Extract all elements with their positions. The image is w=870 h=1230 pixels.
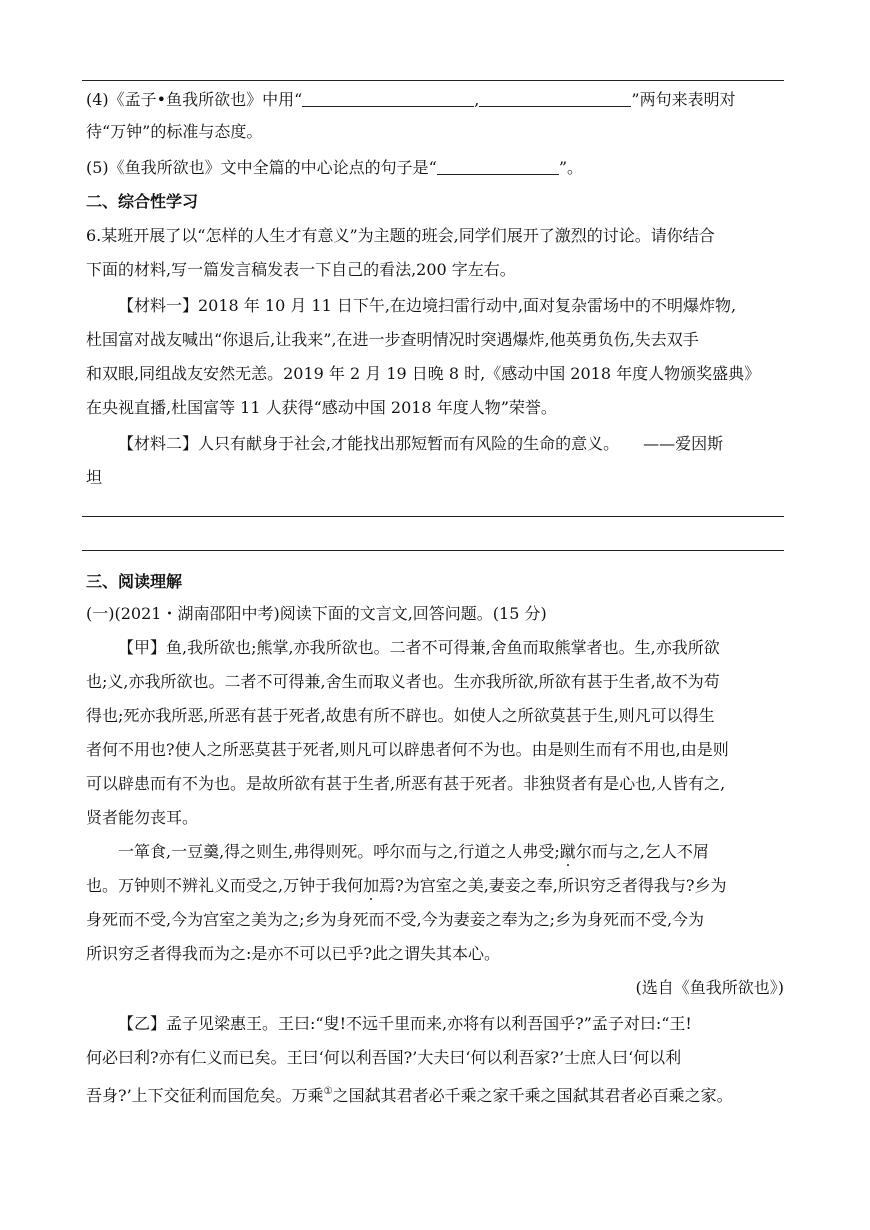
- answer-line-1[interactable]: [82, 516, 784, 517]
- q4-separator: ,: [474, 90, 480, 109]
- yi-l3-text-a: 吾身?’上下交征利而国危矣。万乘: [86, 1086, 324, 1105]
- jia-para2-line-2: [86, 876, 786, 896]
- q4-answer-blank-2[interactable]: [479, 92, 631, 107]
- jia2-l2-text-b: 焉?为宫室之美,妻妾之奉,所识穷乏者得我与?乡为: [379, 876, 727, 895]
- part-1-instruction: (一)(2021・湖南邵阳中考)阅读下面的文言文,回答问题。(15 分): [86, 604, 547, 623]
- material-1-line-3: 和双眼,同组战友安然无恙。2019 年 2 月 19 日晚 8 时,《感动中国 2018 年度人物颁奖盛典》: [86, 364, 761, 383]
- material-1-line-2: 杜国富对战友喊出“你退后,让我来”,在进一步查明情况时突遇爆炸,他英勇负伤,失去双手: [86, 330, 699, 349]
- section-3-heading: 三、阅读理解: [86, 572, 183, 591]
- jia-line-2: 也;义,亦我所欲也。二者不可得兼,舍生而取义者也。生亦我所欲,所欲有甚于生者,故不为苟: [86, 672, 720, 691]
- jia-line-1: 【甲】鱼,我所欲也;熊掌,亦我所欲也。二者不可得兼,舍鱼而取熊掌者也。生,亦我所欲: [118, 638, 720, 657]
- yi-l3-text-b: 之国弑其君者必千乘之家千乘之国弑其君者必百乘之家。: [332, 1086, 733, 1105]
- jia2-l1-text-b: 尔而与之,乞人不屑: [575, 842, 709, 861]
- jia-para2-line-4: 所识穷乏者得我而为之:是亦不可以已乎?此之谓失其本心。: [86, 944, 500, 963]
- material-2-line-2: 坦: [86, 468, 103, 487]
- q4-text-b: ”两句来表明对: [631, 90, 736, 109]
- q4-text-a: (4)《孟子•鱼我所欲也》中用“: [86, 90, 303, 109]
- q5-answer-blank[interactable]: [437, 160, 559, 175]
- q6-line-2: 下面的材料,写一篇发言稿发表一下自己的看法,200 字左右。: [86, 260, 516, 279]
- dotted-char-cu: 蹴: [559, 842, 576, 861]
- jia-line-4: 者何不用也?使人之所恶莫甚于死者,则凡可以辟患者何不为也。由是则生而有不用也,由是则: [86, 740, 729, 759]
- jia2-l1-text-a: 一箪食,一豆羹,得之则生,弗得则死。呼尔而与之,行道之人弗受;: [118, 842, 560, 861]
- jia2-l2-text-a: 也。万钟则不辨礼义而受之,万钟于我何: [86, 876, 364, 895]
- jia-para2-line-3: 身死而不受,今为宫室之美为之;乡为身死而不受,今为妻妾之奉为之;乡为身死而不受,今为: [86, 910, 705, 929]
- q5-text-a: (5)《鱼我所欲也》文中全篇的中心论点的句子是“: [86, 158, 437, 177]
- q5-text-b: ”。: [558, 158, 584, 177]
- material-1-line-1: 【材料一】2018 年 10 月 11 日下午,在边境扫雷行动中,面对复杂雷场中的不明爆炸物,: [118, 296, 737, 315]
- jia-line-3: 得也;死亦我所恶,所恶有甚于死者,故患有所不辟也。如使人之所欲莫甚于生,则凡可以得生: [86, 706, 715, 725]
- section-2-heading: 二、综合性学习: [86, 192, 199, 211]
- question-4: [86, 90, 786, 110]
- jia-line-5: 可以辟患而有不为也。是故所欲有甚于生者,所恶有甚于死者。非独贤者有是心也,人皆有之,: [86, 774, 726, 793]
- q4-continuation: 待“万钟”的标准与态度。: [86, 122, 263, 141]
- jia-line-6: 贤者能勿丧耳。: [86, 808, 199, 827]
- q4-answer-blank-1[interactable]: [302, 92, 474, 107]
- question-5: [86, 158, 786, 178]
- source-citation: (选自《鱼我所欲也》): [635, 978, 784, 997]
- q6-line-1: 6.某班开展了以“怎样的人生才有意义”为主题的班会,同学们展开了激烈的讨论。请你结合: [86, 226, 715, 245]
- yi-line-3: [86, 1082, 786, 1106]
- material-1-line-4: 在央视直播,杜国富等 11 人获得“感动中国 2018 年度人物”荣誉。: [86, 398, 557, 417]
- yi-line-2: 何必曰利?亦有仁义而已矣。王曰‘何以利吾国?’大夫曰‘何以利吾家?’士庶人曰‘何以利: [86, 1048, 682, 1067]
- answer-line-2[interactable]: [82, 550, 784, 551]
- top-rule: [82, 80, 784, 81]
- material-2-line-1: 【材料二】人只有献身于社会,才能找出那短暂而有风险的生命的意义。 ——爱因斯: [118, 434, 724, 453]
- dotted-char-jia: 加: [363, 876, 380, 895]
- footnote-marker: ①: [323, 1086, 333, 1097]
- yi-line-1: 【乙】孟子见梁惠王。王曰:“叟!不远千里而来,亦将有以利吾国乎?”孟子对曰:“王!: [118, 1014, 692, 1033]
- jia-para2-line-1: [118, 842, 786, 862]
